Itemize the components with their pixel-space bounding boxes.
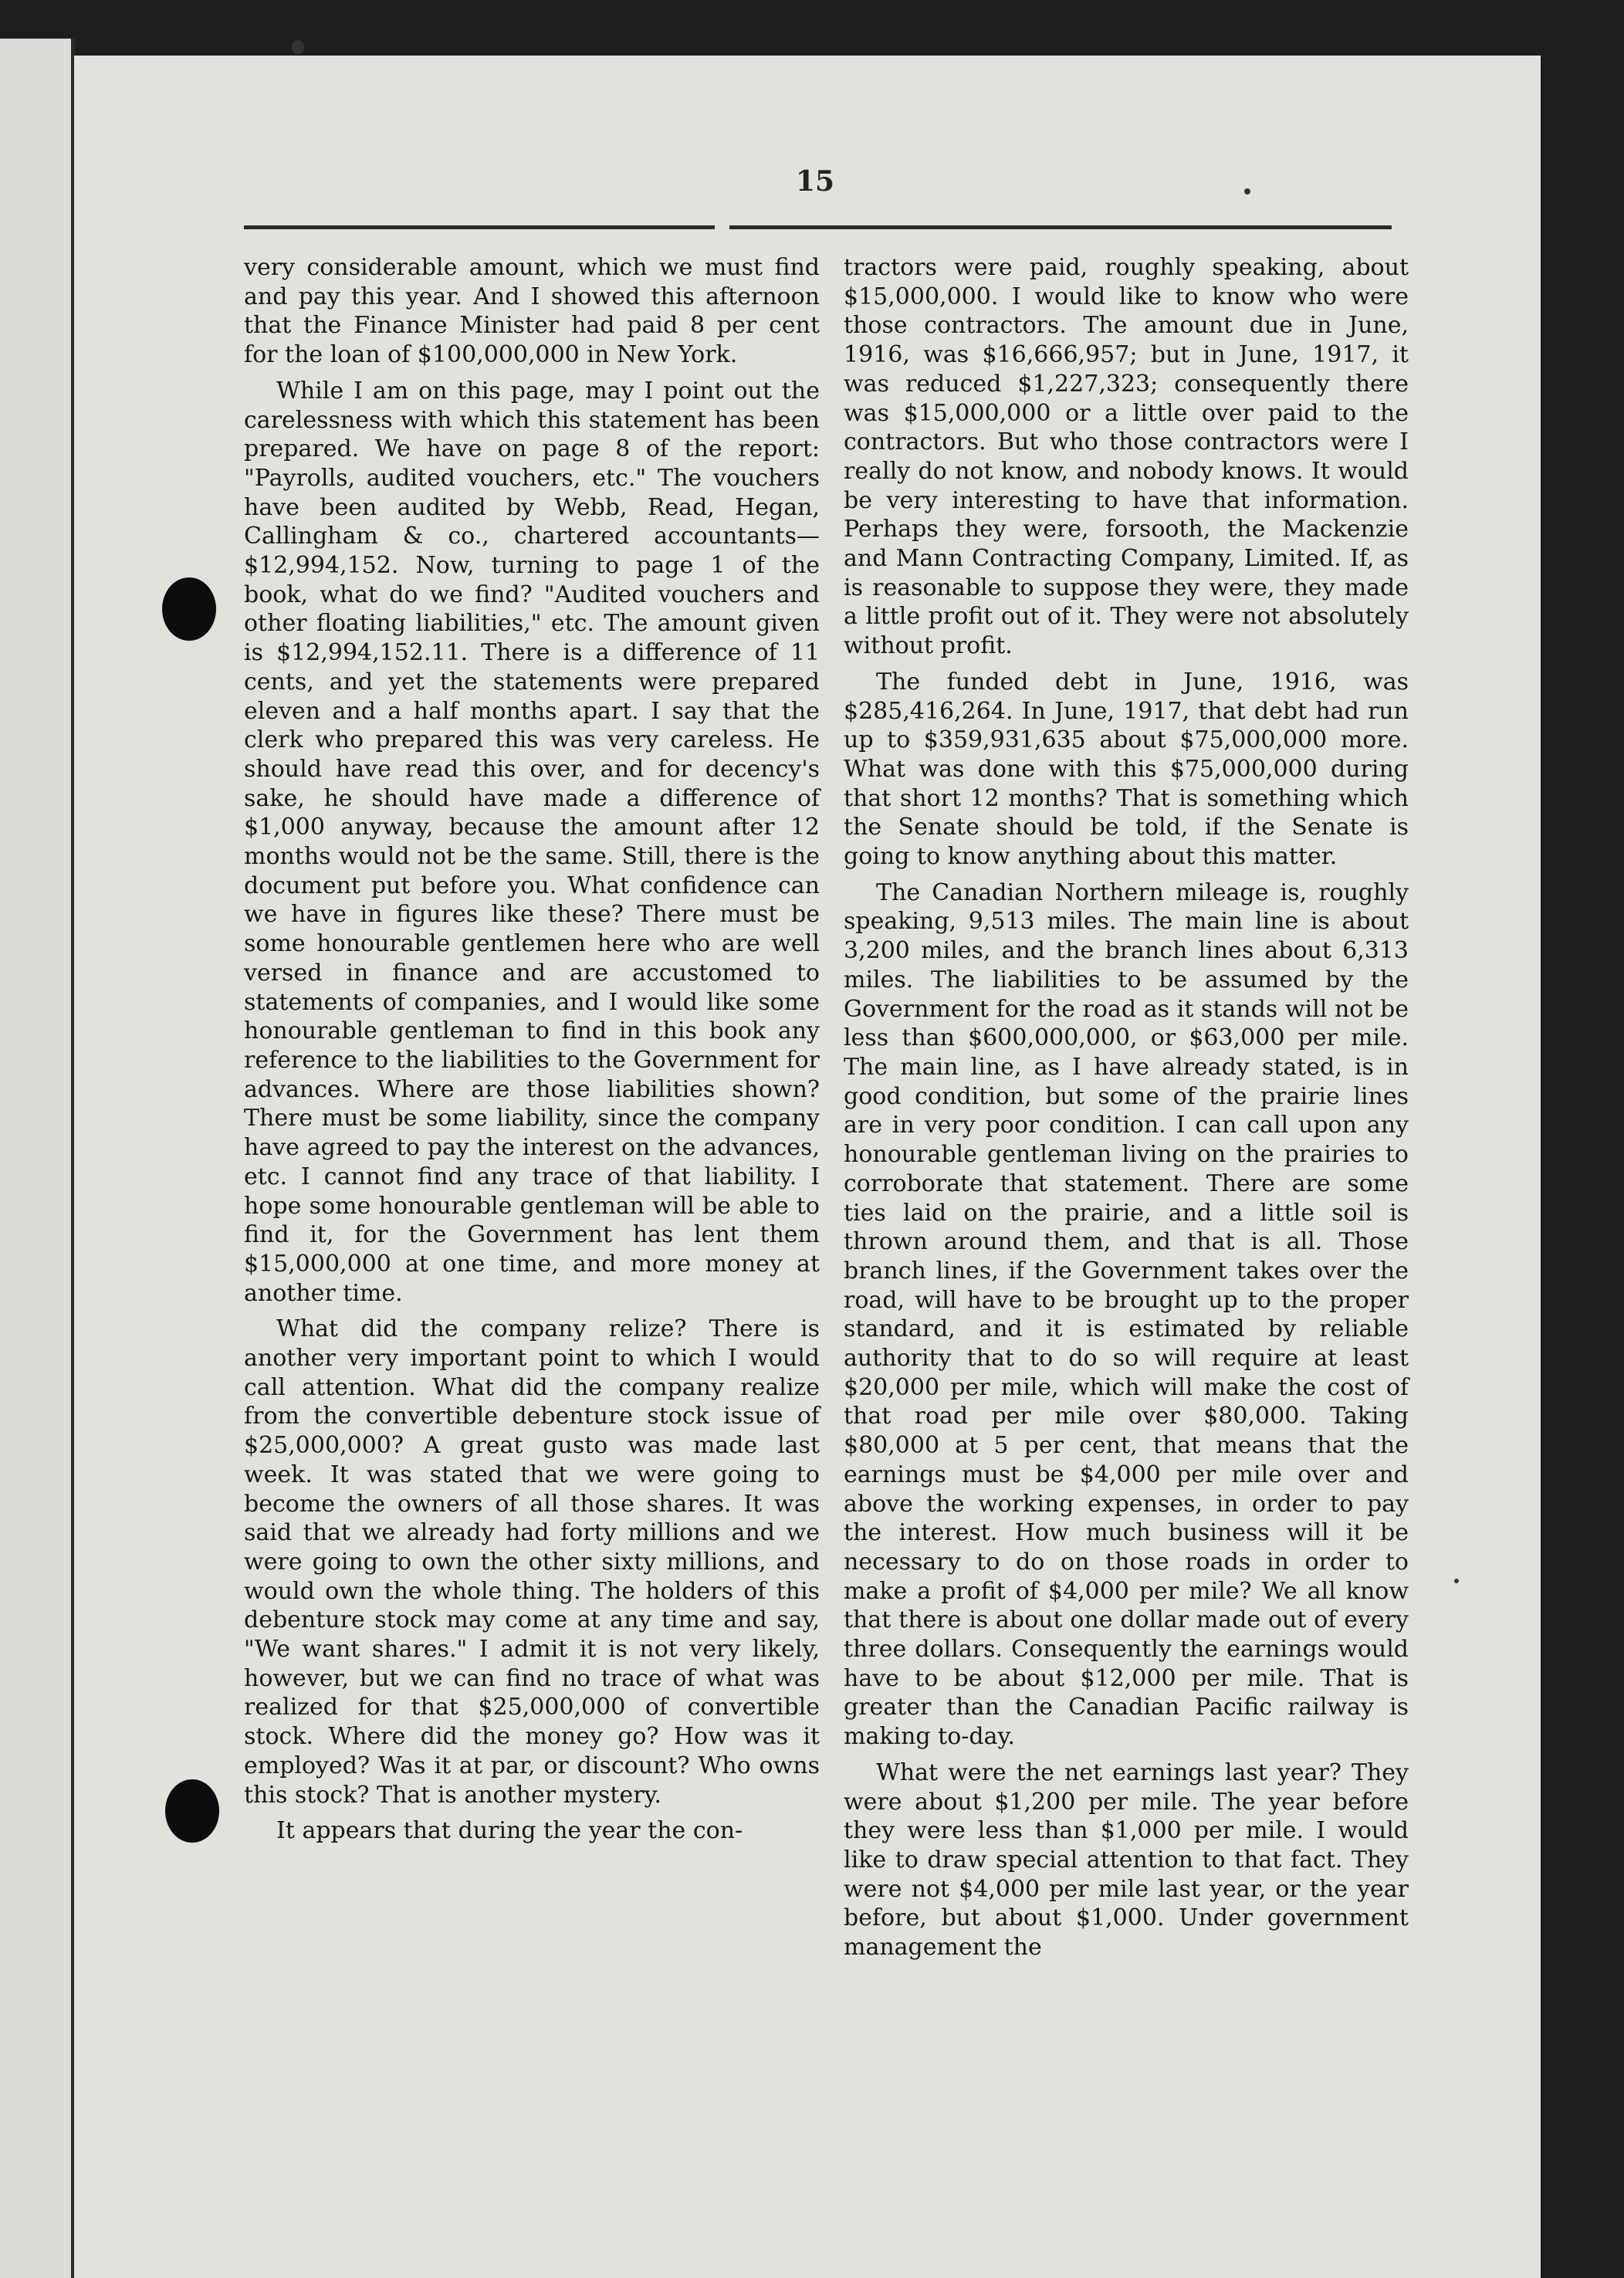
binder-hole-bottom xyxy=(165,1779,219,1843)
scan-speck xyxy=(1244,188,1250,195)
paragraph: While I am on this page, may I point out the carelessness with which this statement has been prepared. We have on page 8 of the report: "Payrolls, audited vouchers, etc." The vouchers have been audited by Webb, Read, Hegan, Callingham & co., chartered accountants— $12,994,152. Now, turning to page 1 of the book, what do we find? "Audited vouchers and other floating liabilities," etc. The amount given is $12,994,152.11. There is a difference of 11 cents, and yet the statements were prepared eleven and a half months apart. I say that the clerk who prepared this was very careless. He should have read this over, and for decency's sake, he should have made a difference of $1,000 anyway, because the amount after 12 months would not be the same. Still, there is the document put before you. What confidence can we have in figures like these? There must be some honourable gentlemen here who are well versed in finance and are accustomed to statements of companies, and I would like some honourable gentleman to find in this book any reference to the liabilities to the Government for advances. Where are those liabilities shown? There must be some liability, since the company have agreed to pay the interest on the advances, etc. I cannot find any trace of that liability. I hope some honourable gentleman will be able to find it, for the Government has lent them $15,000,000 at one time, and more money at another time. xyxy=(244,377,820,1307)
paragraph: very considerable amount, which we must find and pay this year. And I showed this afternoon that the Finance Minister had paid 8 per cent for the loan of $100,000,000 in New York. xyxy=(244,254,820,369)
scan-speck xyxy=(292,40,304,54)
paragraph: tractors were paid, roughly speaking, about $15,000,000. I would like to know who were those contractors. The amount due in June, 1916, was $16,666,957; but in June, 1917, it was reduced $1,227,323; consequently there was $15,000,000 or a little over paid to the contractors. But who those contractors were I really do not know, and nobody knows. It would be very interesting to have that information. Perhaps they were, forsooth, the Mackenzie and Mann Contracting Company, Limited. If, as is reasonable to suppose they were, they made a little profit out of it. They were not absolutely without profit. xyxy=(844,254,1409,660)
binder-hole-top xyxy=(162,577,216,641)
scan-speck xyxy=(1454,1579,1459,1583)
header-rule-right xyxy=(729,225,1392,229)
paragraph: The funded debt in June, 1916, was $285,416,264. In June, 1917, that debt had run up to $359,931,635 about $75,000,000 more. What was done with this $75,000,000 during that short 12 months? That is something which the Senate should be told, if the Senate is going to know anything about this matter. xyxy=(844,668,1409,871)
paragraph: It appears that during the year the con- xyxy=(276,1817,743,1845)
scan-left-edge-strip xyxy=(0,39,75,2278)
paragraph: What did the company relize? There is another very important point to which I would call attention. What did the company realize from the convertible debenture stock issue of $25,000,000? A great gusto was made last week. It was stated that we were going to become the owners of all those shares. It was said that we already had forty millions and we were going to own the other sixty millions, and would own the whole thing. The holders of this debenture stock may come at any time and say, "We want shares." I admit it is not very likely, however, but we can find no trace of what was realized for that $25,000,000 of convertible stock. Where did the money go? How was it employed? Was it at par, or discount? Who owns this stock? That is another mystery. xyxy=(244,1315,820,1809)
page-number: 15 xyxy=(795,165,835,198)
text-column-left xyxy=(244,253,820,1853)
paragraph: What were the net earnings last year? They were about $1,200 per mile. The year before they were less than $1,000 per mile. I would like to draw special attention to that fact. They were not $4,000 per mile last year, or the year before, but about $1,000. Under government management the xyxy=(844,1758,1409,1962)
paragraph: The Canadian Northern mileage is, roughly speaking, 9,513 miles. The main line is about 3,200 miles, and the branch lines about 6,313 miles. The liabilities to be assumed by the Government for the road as it stands will not be less than $600,000,000, or $63,000 per mile. The main line, as I have already stated, is in good condition, but some of the prairie lines are in very poor condition. I can call upon any honourable gentleman living on the prairies to corroborate that statement. There are some ties laid on the prairie, and a little soil is thrown around them, and that is all. Those branch lines, if the Government takes over the road, will have to be brought up to the proper standard, and it is estimated by reliable authority that to do so will require at least $20,000 per mile, which will make the cost of that road per mile over $80,000. Taking $80,000 at 5 per cent, that means that the earnings must be $4,000 per mile over and above the working expenses, in order to pay the interest. How much business will it be necessary to do on those roads in order to make a profit of $4,000 per mile? We all know that there is about one dollar made out of every three dollars. Consequently the earnings would have to be about $12,000 per mile. That is greater than the Canadian Pacific railway is making to-day. xyxy=(844,878,1409,1751)
header-rule-left xyxy=(244,225,715,229)
text-column-right xyxy=(844,253,1409,1969)
